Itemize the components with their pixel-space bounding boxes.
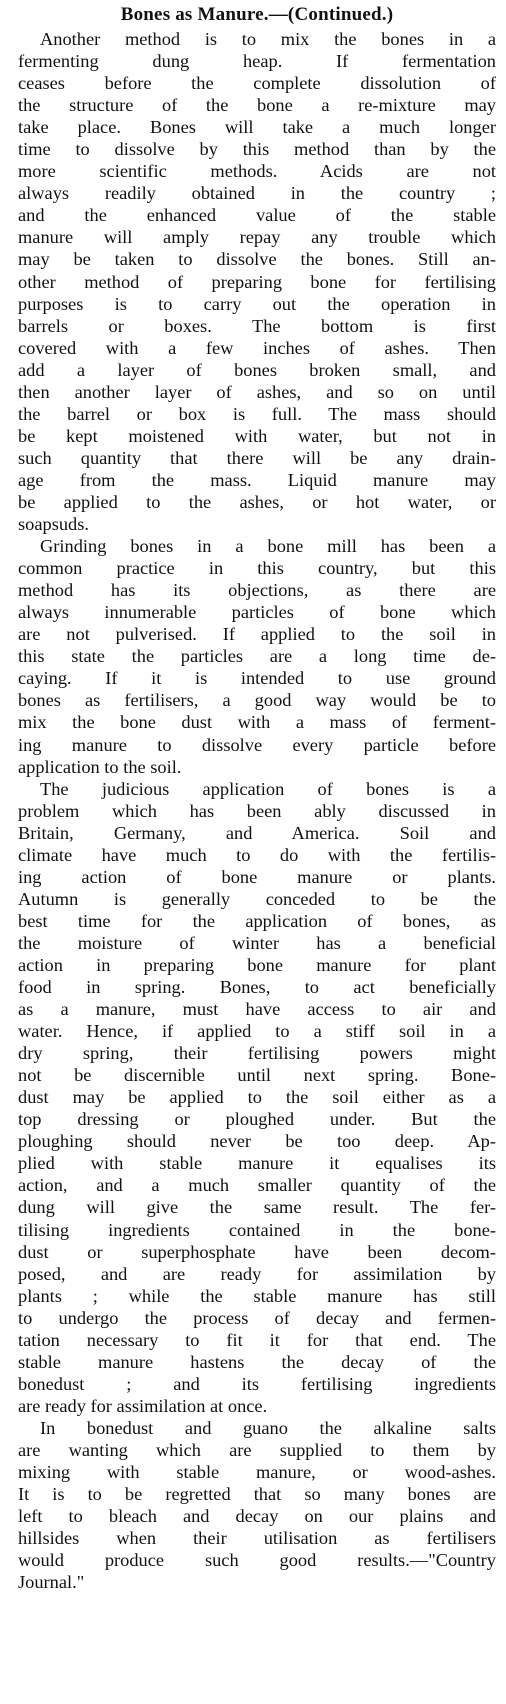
text-line: food in spring. Bones, to act beneficially	[18, 977, 496, 998]
text-line: application to the soil.	[18, 756, 182, 777]
text-line: hillsides when their utilisation as fertilisers	[18, 1528, 496, 1549]
text-line: would produce such good results.—"Country	[18, 1550, 496, 1571]
text-line: tation necessary to fit it for that end. The	[18, 1329, 496, 1350]
text-line: dung will give the same result. The fer-	[18, 1197, 496, 1218]
text-line: as a manure, must have access to air and	[18, 999, 496, 1020]
article-body	[18, 28, 496, 1593]
text-line: are wanting which are supplied to them by	[18, 1440, 496, 1460]
text-line: add a layer of bones broken small, and	[18, 359, 496, 380]
text-line: plied with stable manure it equalises its	[18, 1153, 496, 1174]
text-line: not be discernible until next spring. Bone-	[18, 1065, 496, 1086]
text-line: mix the bone dust with a mass of ferment-	[18, 712, 496, 733]
text-line: tilising ingredients contained in the bone-	[18, 1219, 496, 1240]
article-paragraph	[18, 1417, 496, 1593]
text-line: soapsuds.	[18, 514, 90, 535]
text-line: purposes is to carry out the operation in	[18, 293, 496, 314]
text-line: Britain, Germany, and America. Soil and	[18, 822, 496, 843]
text-line: left to bleach and decay on our plains and	[18, 1506, 496, 1527]
text-line: best time for the application of bones, as	[18, 910, 496, 931]
text-line: dust may be applied to the soil either as a	[18, 1087, 496, 1108]
text-line: top dressing or ploughed under. But the	[18, 1109, 496, 1130]
text-line: covered with a few inches of ashes. Then	[18, 337, 496, 358]
text-line: water. Hence, if applied to a stiff soil in a	[18, 1021, 496, 1042]
newspaper-column	[18, 4, 496, 1593]
text-line: caying. If it is intended to use ground	[18, 668, 496, 689]
text-line: and the enhanced value of the stable	[18, 205, 496, 226]
article-paragraph	[18, 535, 496, 778]
text-line: are not pulverised. If applied to the soil in	[18, 624, 496, 645]
text-line: dust or superphosphate have been decom-	[18, 1241, 496, 1262]
text-line: Another method is to mix the bones in a	[40, 29, 496, 49]
text-line: Grinding bones in a bone mill has been a	[40, 536, 496, 557]
text-line: always innumerable particles of bone which	[18, 602, 496, 623]
article-title: Bones as Manure.—(Continued.)	[120, 4, 394, 25]
text-line: Autumn is generally conceded to be the	[18, 888, 496, 909]
text-line: be kept moistened with water, but not in	[18, 425, 496, 446]
text-line: be applied to the ashes, or hot water, or	[18, 491, 496, 512]
text-line: are ready for assimilation at once.	[18, 1395, 268, 1416]
text-line: bones as fertilisers, a good way would be to	[18, 690, 496, 711]
text-line: The judicious application of bones is a	[40, 778, 496, 799]
text-line: bonedust ; and its fertilising ingredients	[18, 1373, 496, 1394]
text-line: posed, and are ready for assimilation by	[18, 1263, 496, 1284]
text-line: action, and a much smaller quantity of the	[18, 1175, 496, 1196]
text-line: ing manure to dissolve every particle before	[18, 734, 496, 755]
text-line: stable manure hastens the decay of the	[18, 1351, 496, 1372]
text-line: ceases before the complete dissolution of	[18, 73, 496, 94]
text-line: plants ; while the stable manure has still	[18, 1285, 496, 1306]
text-line: ploughing should never be too deep. Ap-	[18, 1131, 496, 1152]
text-line: this state the particles are a long time de-	[18, 646, 496, 667]
text-line: manure will amply repay any trouble which	[18, 227, 496, 248]
text-line: take place. Bones will take a much longer	[18, 117, 496, 138]
text-line: common practice in this country, but this	[18, 558, 496, 579]
text-line: problem which has been ably discussed in	[18, 800, 496, 821]
text-line: action in preparing bone manure for plant	[18, 954, 496, 975]
text-line: ing action of bone manure or plants.	[18, 866, 496, 887]
text-line: the structure of the bone a re-mixture may	[18, 95, 496, 116]
text-line: method has its objections, as there are	[18, 580, 496, 601]
text-line: more scientific methods. Acids are not	[18, 161, 496, 182]
text-line: Journal."	[18, 1572, 85, 1593]
text-line: may be taken to dissolve the bones. Still an-	[18, 249, 496, 270]
text-line: to undergo the process of decay and fermen-	[18, 1307, 496, 1328]
text-line: fermenting dung heap. If fermentation	[18, 51, 496, 72]
text-line: other method of preparing bone for fertilising	[18, 271, 496, 292]
text-line: climate have much to do with the fertilis-	[18, 844, 496, 865]
text-line: In bonedust and guano the alkaline salts	[40, 1417, 496, 1438]
text-line: the moisture of winter has a beneficial	[18, 932, 496, 953]
text-line: then another layer of ashes, and so on until	[18, 381, 496, 402]
text-line: such quantity that there will be any drain-	[18, 447, 496, 468]
text-line: always readily obtained in the country ;	[18, 183, 496, 204]
text-line: It is to be regretted that so many bones are	[18, 1484, 496, 1505]
article-paragraph	[18, 778, 496, 1417]
text-line: time to dissolve by this method than by the	[18, 139, 496, 160]
text-line: mixing with stable manure, or wood-ashes.	[18, 1462, 496, 1483]
text-line: age from the mass. Liquid manure may	[18, 469, 496, 490]
text-line: dry spring, their fertilising powers might	[18, 1043, 496, 1064]
text-line: the barrel or box is full. The mass should	[18, 403, 496, 424]
article-paragraph	[18, 28, 496, 535]
text-line: barrels or boxes. The bottom is first	[18, 315, 496, 336]
